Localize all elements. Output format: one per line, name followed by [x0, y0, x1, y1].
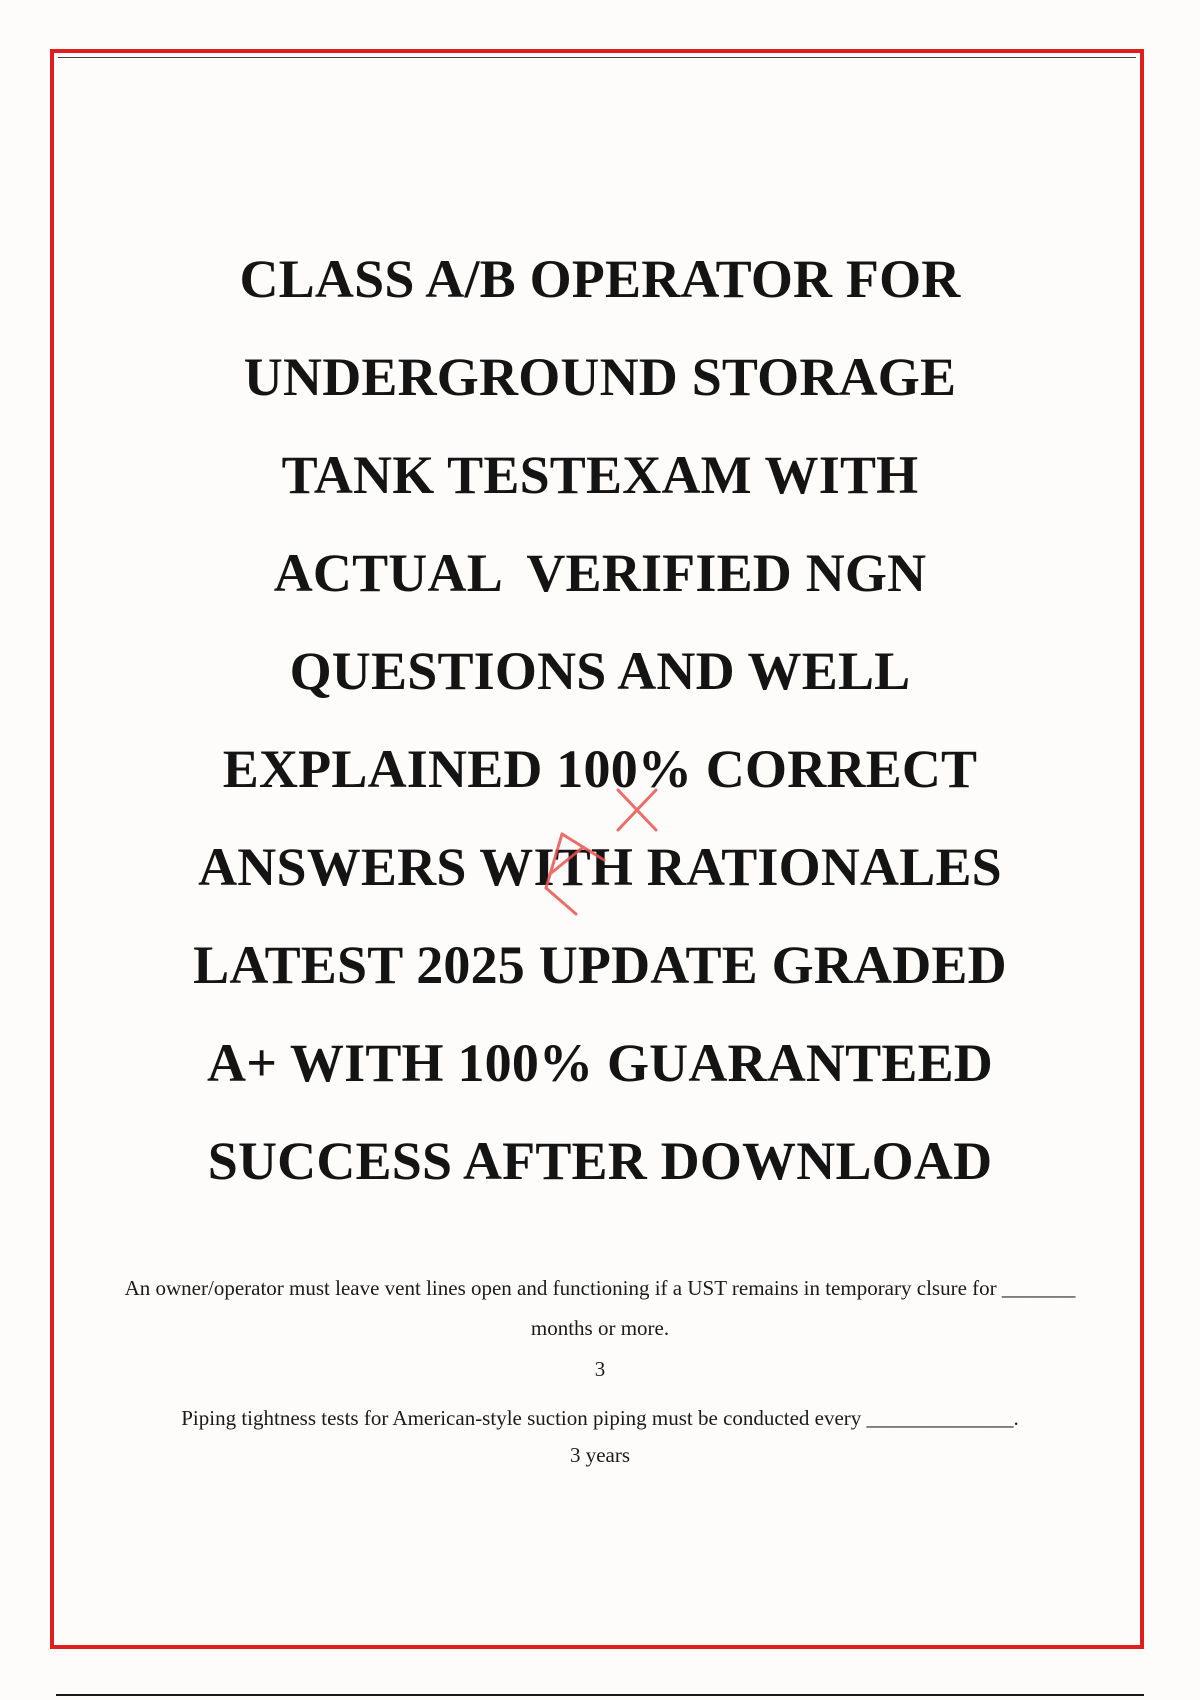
title-line-5: QUESTIONS AND WELL [289, 641, 911, 701]
question-text: An owner/operator must leave vent lines open and functioning if a UST remains in temporary clsure for _______ months or more. [124, 1276, 1076, 1340]
title-line-2: UNDERGROUND STORAGE [243, 347, 957, 407]
title-line-6: EXPLAINED 100% CORRECT [222, 739, 978, 799]
answer-text: 3 years [569, 1443, 631, 1467]
title-line-9: A+ WITH 100% GUARANTEED [207, 1033, 993, 1093]
page-bottom-rule [56, 1694, 1144, 1696]
title-line-7: ANSWERS WITH RATIONALES [198, 837, 1002, 897]
answer-text: 3 [594, 1357, 606, 1381]
title-line-4: ACTUAL VERIFIED NGN [273, 543, 927, 603]
page-border-inner-rule [58, 57, 1136, 58]
question-text: Piping tightness tests for American-style suction piping must be conducted every ______________. [181, 1406, 1019, 1430]
question-answer-section [120, 1268, 1080, 1470]
title-line-1: CLASS A/B OPERATOR FOR [239, 249, 961, 309]
title-line-10: SUCCESS AFTER DOWNLOAD [207, 1131, 993, 1191]
title-line-8: LATEST 2025 UPDATE GRADED [193, 935, 1007, 995]
title-line-3: TANK TESTEXAM WITH [281, 445, 919, 505]
document-title [100, 230, 1100, 1210]
